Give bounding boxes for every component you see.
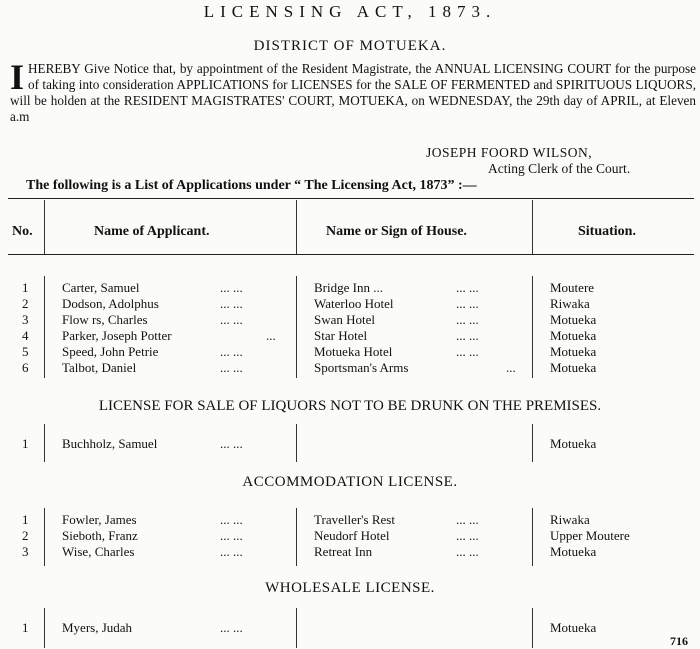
leader-dots: ... ... xyxy=(220,360,243,375)
applicant-name: Buchholz, Samuel xyxy=(62,436,158,451)
row-no: 2 xyxy=(22,296,29,311)
row-no: 4 xyxy=(22,328,29,343)
applicant-name: Carter, Samuel xyxy=(62,280,140,295)
leader-dots: ... ... xyxy=(456,312,479,327)
signatory-role: Acting Clerk of the Court. xyxy=(488,161,631,176)
row-no: 1 xyxy=(22,280,29,295)
row-no: 6 xyxy=(22,360,29,375)
house-name: Neudorf Hotel xyxy=(314,528,390,543)
applicant-name: Talbot, Daniel xyxy=(62,360,137,375)
house-name: Traveller's Rest xyxy=(314,512,395,527)
col-rule xyxy=(44,276,45,378)
situation: Motueka xyxy=(550,312,597,327)
house-name: Star Hotel xyxy=(314,328,368,343)
applicant-name: Speed, John Petrie xyxy=(62,344,159,359)
leader-dots: ... ... xyxy=(220,528,243,543)
header-situation: Situation. xyxy=(578,224,636,239)
situation: Motueka xyxy=(550,344,597,359)
col-rule xyxy=(296,200,297,254)
leader-dots: ... ... xyxy=(220,620,243,635)
header-no: No. xyxy=(12,224,33,239)
applicant-name: Dodson, Adolphus xyxy=(62,296,159,311)
notice-paragraph xyxy=(10,57,696,125)
situation: Upper Moutere xyxy=(550,528,630,543)
accommodation-list xyxy=(22,512,692,560)
house-name: Sportsman's Arms xyxy=(314,360,409,375)
situation: Motueka xyxy=(550,328,597,343)
list-intro: The following is a List of Applications under “ The Licensing Act, 1873” :— xyxy=(26,178,477,193)
applicant-name: Flow rs, Charles xyxy=(62,312,148,327)
row-no: 1 xyxy=(22,436,29,451)
section-heading-offsite: LICENSE FOR SALE OF LIQUORS NOT TO BE DRUNK ON THE PREMISES. xyxy=(98,398,602,414)
table-row xyxy=(22,528,692,544)
row-no: 3 xyxy=(22,312,29,327)
applicant-name: Fowler, James xyxy=(62,512,137,527)
drop-cap: I xyxy=(10,57,25,97)
leader-dots: ... ... xyxy=(456,528,479,543)
leader-dots: ... ... xyxy=(220,344,243,359)
leader-dots: ... xyxy=(266,328,276,343)
table-row xyxy=(22,544,692,560)
leader-dots: ... xyxy=(506,360,516,375)
row-no: 3 xyxy=(22,544,29,559)
col-rule xyxy=(532,200,533,254)
row-no: 1 xyxy=(22,512,29,527)
applicant-name: Sieboth, Franz xyxy=(62,528,138,543)
row-no: 5 xyxy=(22,344,29,359)
house-name: Retreat Inn xyxy=(314,544,373,559)
leader-dots: ... ... xyxy=(456,344,479,359)
table-row xyxy=(22,620,692,636)
applicant-name: Wise, Charles xyxy=(62,544,135,559)
col-rule xyxy=(532,276,533,378)
table-top-rule xyxy=(8,198,694,199)
leader-dots: ... ... xyxy=(456,280,479,295)
leader-dots: ... ... xyxy=(456,544,479,559)
notice-text: HEREBY Give Notice that, by appointment of the Resident Magistrate, the ANNUAL LICENSING COURT for the purpose of taking into consideration APPLICATIONS for LICENSES for the SALE OF FERMENTED and SPIRITUOUS LIQUORS, will be holden at the RESIDENT MAGISTRATES' COURT, MOTUEKA, on WEDNESDAY, the 29th day of APRIL, at Eleven a.m xyxy=(10,61,696,124)
table-row xyxy=(22,436,692,452)
signatory-name: JOSEPH FOORD WILSON, xyxy=(426,145,593,160)
situation: Riwaka xyxy=(550,296,590,311)
house-name: Motueka Hotel xyxy=(314,344,393,359)
situation: Moutere xyxy=(550,280,595,295)
house-name: Bridge Inn ... xyxy=(314,280,383,295)
leader-dots: ... ... xyxy=(220,280,243,295)
header-bottom-rule xyxy=(8,254,694,255)
leader-dots: ... ... xyxy=(456,512,479,527)
applicant-name: Myers, Judah xyxy=(62,620,133,635)
section-heading-accommodation: ACCOMMODATION LICENSE. xyxy=(242,474,458,490)
gazette-title: LICENSING ACT, 1873. xyxy=(203,2,497,21)
house-name: Swan Hotel xyxy=(314,312,376,327)
header-house: Name or Sign of House. xyxy=(326,224,467,239)
header-applicant: Name of Applicant. xyxy=(94,224,210,239)
leader-dots: ... ... xyxy=(220,312,243,327)
house-name: Waterloo Hotel xyxy=(314,296,394,311)
leader-dots: ... ... xyxy=(220,436,243,451)
situation: Motueka xyxy=(550,544,597,559)
leader-dots: ... ... xyxy=(220,512,243,527)
row-no: 1 xyxy=(22,620,29,635)
leader-dots: ... ... xyxy=(456,328,479,343)
situation: Motueka xyxy=(550,620,597,635)
row-no: 2 xyxy=(22,528,29,543)
section-heading-wholesale: WHOLESALE LICENSE. xyxy=(265,580,435,596)
leader-dots: ... ... xyxy=(220,296,243,311)
col-rule xyxy=(296,276,297,378)
situation: Motueka xyxy=(550,436,597,451)
table-row xyxy=(22,512,692,528)
page-number: 716 xyxy=(670,634,688,648)
applicant-name: Parker, Joseph Potter xyxy=(62,328,172,343)
leader-dots: ... ... xyxy=(456,296,479,311)
district-heading: DISTRICT OF MOTUEKA. xyxy=(253,38,447,54)
col-rule xyxy=(44,200,45,254)
situation: Riwaka xyxy=(550,512,590,527)
situation: Motueka xyxy=(550,360,597,375)
leader-dots: ... ... xyxy=(220,544,243,559)
